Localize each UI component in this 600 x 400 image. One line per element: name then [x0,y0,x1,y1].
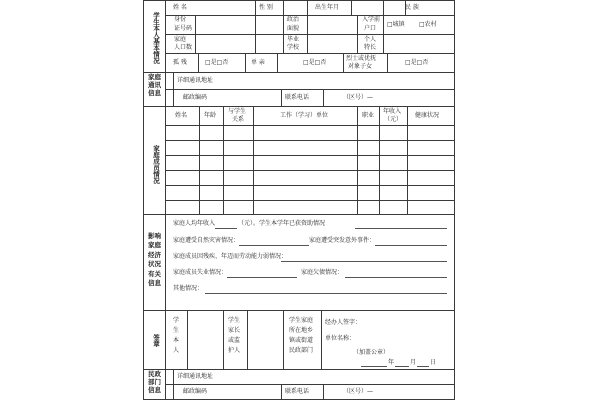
date-year-label: 年 [388,359,395,366]
contact-postcode-label: 邮政编码 [183,94,208,101]
martyr-options[interactable]: □是□否 [405,59,429,66]
row-line [165,15,455,16]
ethnicity-label: 民 族 [405,4,419,11]
guardian-sign-label-4: 护人 [228,347,241,354]
member-relation-header-line1: 与学生 [228,108,247,115]
handler-signature-label: 经办人签字： [325,319,362,326]
date-day-label: 日 [430,359,437,366]
id-label-line1: 身份 [174,16,187,23]
martyr-label-line1: 烈士或优抚 [346,55,377,62]
col-line [247,310,248,369]
col-line [357,15,358,53]
debt-underline[interactable] [345,277,447,278]
section-line [143,369,455,370]
aid-received-underline[interactable] [355,228,447,229]
name-label: 姓 名 [173,4,187,11]
guardian-sign-label-1: 学生 [228,317,241,324]
school-label-line2: 学校 [287,44,300,51]
civil-phone-label: 联系电话 [285,388,310,395]
civil-sign-label-1: 学生家庭 [289,317,314,324]
application-form [143,0,455,400]
col-line [198,53,199,72]
col-line [195,15,196,53]
row-line [143,0,455,1]
row-line [165,170,455,171]
annual-income-prefix: 家庭人均年收入 [173,220,216,227]
row-line [165,53,455,54]
civil-address-label: 详细通讯地址 [177,373,214,380]
col-line [357,106,358,214]
date-day-underline[interactable] [417,366,429,367]
member-income-header-line2: （元） [384,116,403,123]
family-contact-section-label [145,74,164,97]
unemployed-underline[interactable] [227,277,297,278]
civil-area-code: （区号）— [343,388,374,395]
col-line [283,310,284,369]
date-month-underline[interactable] [395,366,409,367]
disabled-text: 家庭成员因残疾、年迈而劳动能力弱情况： [173,253,288,260]
student-info-section-label: 学生本人基本情况 [152,12,160,64]
debt-text: 家庭欠债情况： [301,269,344,276]
col-line [281,384,282,400]
row-line [165,185,455,186]
hukou-label-line2: 户口 [364,25,377,32]
family-contact-label-text: 家庭通讯信息 [148,73,161,97]
col-line [173,72,174,106]
signature-section-label: 签章 [152,333,160,347]
civil-affairs-label-text: 民政部门信息 [148,370,161,394]
col-line [253,106,254,214]
student-sign-label-4: 人 [173,347,180,354]
talent-label-line2: 特长 [364,44,377,51]
col-line [255,0,256,53]
school-label-line1: 毕业 [287,36,300,43]
civil-sign-label-3: 镇或街道 [289,337,314,344]
member-job-header: 职业 [362,112,375,119]
family-members-section-label: 家庭成员情况 [152,144,160,184]
border-left [143,0,144,400]
row-line [165,140,455,141]
row-line [165,384,455,385]
member-age-header: 年龄 [204,112,217,119]
section-line [143,72,455,73]
political-label-line2: 面貌 [287,25,300,32]
other-text: 其他情况： [173,285,204,292]
contact-area-code: （区号）— [343,94,374,101]
civil-sign-label-4: 民政部门 [289,347,314,354]
col-line [379,106,380,214]
disabled-underline[interactable] [281,261,447,262]
family-size-label-line1: 家庭 [174,36,187,43]
civil-postcode-label: 邮政编码 [183,388,208,395]
col-line [407,106,408,214]
civil-sign-label-2: 所在地乡 [289,327,314,334]
col-line [383,0,384,53]
urban-option[interactable]: □城镇 [387,21,405,28]
guardian-sign-label-2: 家长 [228,327,241,334]
id-label-line2: 证号码 [174,25,193,32]
orphan-options[interactable]: □是□否 [205,59,229,66]
accident-text: 家庭遭受突发意外事件： [309,237,376,244]
col-line [283,0,284,15]
accident-underline[interactable] [375,245,447,246]
birth-label: 出生年月 [315,4,340,11]
student-sign-label-2: 生 [173,327,180,334]
col-line [321,310,322,369]
other-underline[interactable] [205,293,447,294]
col-line [223,310,224,369]
member-work-header: 工作（学习）单位 [280,112,329,119]
annual-income-underline[interactable] [215,228,237,229]
col-line [277,53,278,72]
single-parent-options[interactable]: □是□否 [303,59,327,66]
unemployed-text: 家庭成员失业情况： [173,269,228,276]
date-year-underline[interactable] [361,366,387,367]
single-parent-label: 单 亲 [251,59,265,66]
col-line [323,384,324,400]
gender-label: 性 别 [259,4,273,11]
col-line [351,0,352,15]
orphan-label: 孤 残 [173,59,187,66]
annual-income-unit: （元）。学生本学年已获资助情况 [238,220,326,227]
disaster-underline[interactable] [239,245,309,246]
contact-phone-label: 联系电话 [285,94,310,101]
col-line [343,53,344,72]
section-line [143,214,455,215]
section-line [143,106,455,107]
col-line [387,53,388,72]
economic-label-text: 影响家庭经济状况有关信息 [148,232,161,288]
col-line [187,310,188,369]
member-name-header: 姓名 [175,112,188,119]
unit-name-label: 单位名称： [325,335,356,342]
col-line [223,106,224,214]
row-line [165,89,455,90]
col-line [245,53,246,72]
row-line [165,34,455,35]
col-line [199,106,200,214]
member-income-header-line1: 年收入 [383,108,402,115]
student-sign-label-3: 本 [173,337,180,344]
disaster-text: 家庭遭受自然灾害情况： [173,237,240,244]
hukou-label-line1: 入学前 [362,16,381,23]
col-line [283,15,284,53]
col-line [323,89,324,106]
col-line [173,369,174,400]
martyr-label-line2: 对象子女 [348,63,373,70]
civil-affairs-section-label [146,371,163,394]
member-health-header: 健康状况 [415,112,440,119]
student-sign-label-1: 学 [173,317,180,324]
section-line [143,310,455,311]
col-line [281,89,282,106]
contact-address-label: 详细通讯地址 [177,77,214,84]
col-line [307,0,308,53]
row-line [165,200,455,201]
family-size-label-line2: 人口数 [174,44,193,51]
member-relation-header-line2: 关系 [232,116,245,123]
talent-label-line1: 个人 [364,36,377,43]
row-line [165,155,455,156]
seal-note: （加盖公章） [353,349,390,356]
guardian-sign-label-3: 或监 [228,337,241,344]
rural-option[interactable]: □农村 [419,21,437,28]
date-month-label: 月 [410,359,417,366]
political-label-line1: 政治 [287,16,300,23]
economic-section-label [146,232,163,289]
row-line [165,125,455,126]
